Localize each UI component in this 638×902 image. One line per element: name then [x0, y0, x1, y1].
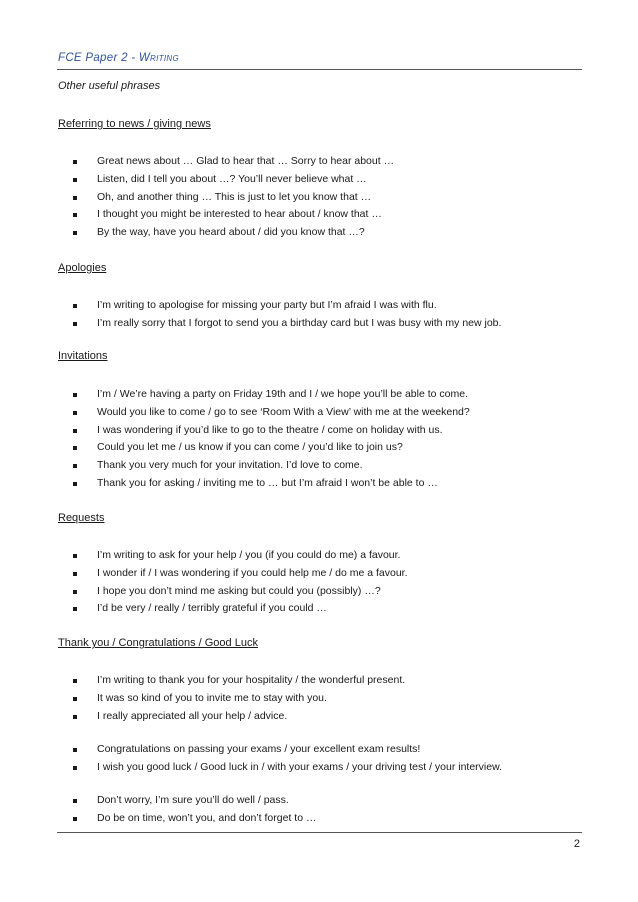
list-item	[58, 189, 394, 207]
list-item-text: I’m / We’re having a party on Friday 19th and I / we hope you’ll be able to come.	[97, 388, 469, 400]
bullet-icon	[73, 304, 77, 308]
list-item-text: Congratulations on passing your exams / your excellent exam results!	[97, 743, 421, 755]
list-item	[58, 475, 470, 493]
list-item	[58, 171, 394, 189]
bullet-icon	[73, 178, 77, 182]
bullet-icon	[73, 572, 77, 576]
bullet-icon	[73, 411, 77, 415]
bullet-icon	[73, 799, 77, 803]
list-item	[58, 792, 316, 810]
header-title	[58, 52, 179, 64]
list-item-text: Do be on time, won’t you, and don’t forget to …	[97, 811, 317, 824]
section-heading-apologies: Apologies	[58, 262, 107, 274]
list-item	[58, 404, 470, 422]
list-item	[58, 741, 502, 759]
list-item	[58, 457, 470, 475]
section-heading-requests: Requests	[58, 512, 105, 524]
list-item-text: I’m writing to thank you for your hospitality / the wonderful present.	[97, 674, 406, 686]
bullet-list-apologies	[58, 297, 501, 333]
list-item-text: I’d be very / really / terribly grateful if you could …	[97, 602, 327, 615]
page-number: 2	[573, 838, 580, 850]
bullet-list-news	[58, 153, 394, 242]
footer-rule	[57, 832, 582, 833]
bullet-icon	[73, 393, 77, 397]
list-item-text: I’m writing to apologise for missing your party but I’m afraid I was with flu.	[97, 299, 437, 311]
bullet-list-requests	[58, 547, 408, 618]
bullet-list-good-luck	[58, 792, 316, 828]
list-item	[58, 565, 408, 583]
list-item-text: Don’t worry, I’m sure you’ll do well / pass.	[97, 794, 289, 806]
list-item-text: Could you let me / us know if you can come / you’d like to join us?	[97, 441, 403, 454]
list-item-text: Great news about … Glad to hear that … Sorry to hear about …	[97, 155, 395, 167]
list-item-text: It was so kind of you to invite me to stay with you.	[97, 691, 327, 704]
bullet-icon	[73, 231, 77, 235]
section-heading-thanks: Thank you / Congratulations / Good Luck	[58, 637, 258, 649]
list-item	[58, 600, 408, 618]
bullet-list-invitations	[58, 386, 470, 493]
list-item-text: I thought you might be interested to hear about / know that …	[97, 208, 382, 221]
list-item-text: I wish you good luck / Good luck in / with your exams / your driving test / your interview.	[97, 760, 503, 773]
list-item	[58, 153, 394, 171]
header-title-section: Writing	[138, 52, 179, 64]
list-item	[58, 583, 408, 601]
bullet-icon	[73, 817, 77, 821]
list-item	[58, 708, 405, 726]
list-item	[58, 224, 394, 242]
list-item-text: Would you like to come / go to see ‘Room With a View’ with me at the weekend?	[97, 405, 470, 418]
bullet-list-thanks	[58, 672, 405, 725]
list-item	[58, 422, 470, 440]
bullet-icon	[73, 748, 77, 752]
list-item	[58, 297, 501, 315]
bullet-icon	[73, 697, 77, 701]
header-rule	[57, 69, 582, 70]
list-item-text: I was wondering if you’d like to go to the theatre / come on holiday with us.	[97, 423, 443, 436]
list-item-text: Thank you for asking / inviting me to … but I’m afraid I won’t be able to …	[97, 476, 438, 489]
bullet-icon	[73, 160, 77, 164]
bullet-icon	[73, 196, 77, 200]
section-heading-invitations: Invitations	[58, 350, 108, 362]
bullet-icon	[73, 322, 77, 326]
header-title-main: FCE Paper 2 -	[58, 52, 139, 64]
list-item	[58, 547, 408, 565]
list-item	[58, 690, 405, 708]
list-item	[58, 672, 405, 690]
list-item-text: By the way, have you heard about / did you know that …?	[97, 226, 365, 239]
list-item-text: I’m writing to ask for your help / you (if you could do me) a favour.	[97, 549, 401, 561]
bullet-icon	[73, 715, 77, 719]
list-item-text: Oh, and another thing … This is just to let you know that …	[97, 190, 372, 203]
bullet-icon	[73, 446, 77, 450]
bullet-icon	[73, 213, 77, 217]
list-item	[58, 439, 470, 457]
bullet-icon	[73, 429, 77, 433]
list-item-text: I wonder if / I was wondering if you could help me / do me a favour.	[97, 566, 408, 579]
list-item	[58, 759, 502, 777]
list-item	[58, 810, 316, 828]
bullet-icon	[73, 679, 77, 683]
list-item	[58, 315, 501, 333]
bullet-icon	[73, 607, 77, 611]
subtitle: Other useful phrases	[58, 80, 161, 92]
bullet-icon	[73, 482, 77, 486]
bullet-list-congratulations	[58, 741, 502, 777]
list-item-text: I’m really sorry that I forgot to send you a birthday card but I was busy with my new job.	[97, 316, 502, 329]
list-item-text: I really appreciated all your help / advice.	[97, 709, 288, 722]
list-item-text: I hope you don’t mind me asking but could you (possibly) …?	[97, 584, 381, 597]
list-item-text: Listen, did I tell you about …? You’ll never believe what …	[97, 172, 367, 185]
bullet-icon	[73, 464, 77, 468]
list-item-text: Thank you very much for your invitation. I’d love to come.	[97, 459, 363, 472]
list-item	[58, 206, 394, 224]
bullet-icon	[73, 554, 77, 558]
bullet-icon	[73, 590, 77, 594]
section-heading-news: Referring to news / giving news	[58, 118, 211, 130]
bullet-icon	[73, 766, 77, 770]
list-item	[58, 386, 470, 404]
